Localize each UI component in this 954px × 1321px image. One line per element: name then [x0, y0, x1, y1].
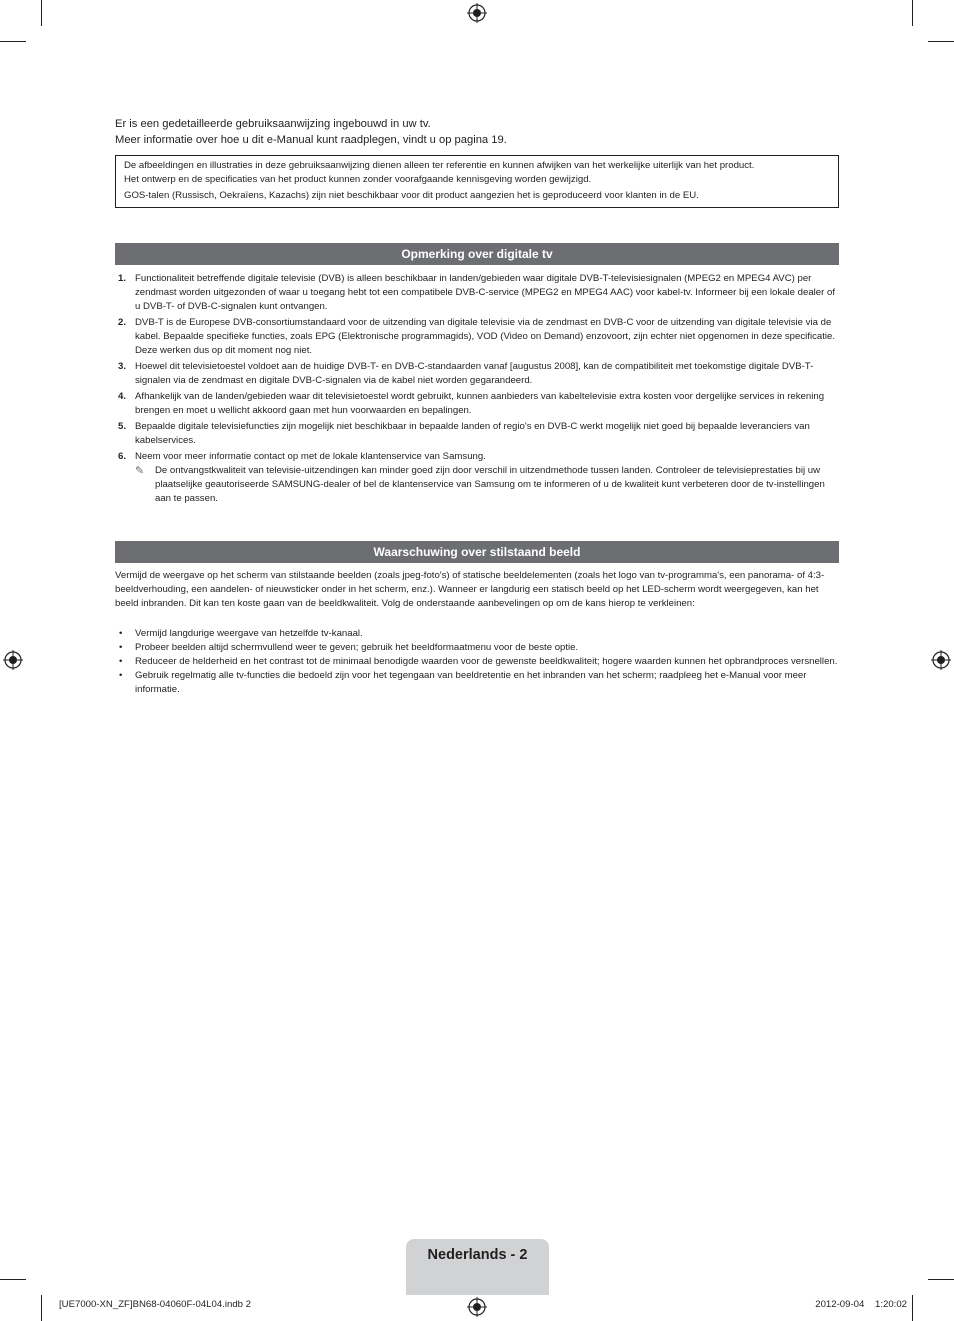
list-item — [115, 272, 839, 314]
registration-mark-icon — [931, 650, 951, 670]
crop-mark-top-left-vertical — [41, 0, 42, 26]
section-header-still-image: Waarschuwing over stilstaand beeld — [115, 541, 839, 563]
note-text: De ontvangstkwaliteit van televisie-uitzendingen kan minder goed zijn door verschil in uitzendmethode tussen landen. Controleer de televisieprestaties bij uw plaatselijke geautoriseerde SAMSUNG-dealer of bel de klantenservice van Samsung om te informeren of u de kwaliteit kunt verbeteren door de tv-instellingen aan te passen. — [155, 465, 825, 504]
section-header-digital-tv: Opmerking over digitale tv — [115, 243, 839, 265]
bullet-text: Probeer beelden altijd schermvullend weer te geven; gebruik het beeldformaatmenu voor de beste optie. — [135, 642, 579, 653]
list-item-text: Bepaalde digitale televisiefuncties zijn mogelijk niet beschikbaar in bepaalde landen of regio's en DVB-C werkt mogelijk niet goed bij bepaalde leveranciers van kabelservices. — [135, 421, 810, 446]
bullet-marker: • — [119, 670, 123, 681]
list-item-number: 5. — [118, 421, 127, 432]
digital-tv-list — [115, 272, 839, 506]
list-item-text: Hoewel dit televisietoestel voldoet aan de huidige DVB-T- en DVB-C-standaarden vanaf [augustus 2008], kan de compatibiliteit met toekomstige digitale DVB-T-signalen via de zendmast en digitale DVB-C-signalen via de kabel niet worden gegarandeerd. — [135, 361, 814, 386]
list-item — [115, 360, 839, 388]
bullet-item — [115, 627, 839, 641]
footer-file-name: [UE7000-XN_ZF]BN68-04060F-04L04.indb 2 — [59, 1299, 251, 1310]
list-item-number: 6. — [118, 451, 127, 462]
list-item-text: DVB-T is de Europese DVB-consortiumstandaard voor de uitzending van digitale televisie via de zendmast en DVB-C voor de uitzending van digitale televisie via de kabel. Bepaalde specifieke functies, zoals EPG (Elektronische programmagids), VOD (Video on Demand) enzovoort, zijn echter niet opgenomen in deze specificatie. Deze werken dus op dit moment nog niet. — [135, 317, 836, 356]
crop-mark-top-right-horizontal — [928, 41, 954, 42]
list-item-text: Functionaliteit betreffende digitale televisie (DVB) is alleen beschikbaar in landen/gebieden waar digitale DVB-T-televisiesignalen (MPEG2 en MPEG4 AVC) per zendmast worden uitgezonden of waar u toegang hebt tot een compatibele DVB-C-service (MPEG2 en MPEG4 AAC) voor kabel-tv. Informeer bij een lokale dealer of u DVB-T- of DVB-C-signalen kunt ontvangen. — [135, 273, 835, 312]
registration-mark-icon — [3, 650, 23, 670]
still-image-bullets — [115, 627, 839, 697]
bullet-marker: • — [119, 642, 123, 653]
bullet-item — [115, 641, 839, 655]
list-item-text: Afhankelijk van de landen/gebieden waar dit televisietoestel wordt gebruikt, kunnen aanbieders van kabeltelevisie extra kosten voor dergelijke services in rekening brengen en moet u wellicht akkoord gaan met hun voorwaarden en bepalingen. — [135, 391, 825, 416]
list-item-number: 2. — [118, 317, 127, 328]
crop-mark-top-right-vertical — [912, 0, 913, 26]
crop-mark-top-left-horizontal — [0, 41, 26, 42]
crop-mark-bottom-left-vertical — [41, 1295, 42, 1321]
list-item-text: Neem voor meer informatie contact op met de lokale klantenservice van Samsung. — [135, 451, 486, 462]
pencil-note-icon: ✎ — [135, 465, 145, 477]
list-item-number: 1. — [118, 273, 127, 284]
bullet-marker: • — [119, 656, 123, 667]
bullet-item — [115, 655, 839, 669]
intro-text — [115, 116, 839, 148]
crop-mark-bottom-right-vertical — [912, 1295, 913, 1321]
list-item — [115, 390, 839, 418]
list-item — [115, 450, 839, 506]
registration-mark-icon — [467, 3, 487, 23]
bullet-text: Reduceer de helderheid en het contrast tot de minimaal benodigde waarden voor de gewenste beeldkwaliteit; hogere waarden kunnen het opbrandproces versnellen. — [135, 656, 838, 667]
list-item — [115, 316, 839, 358]
registration-mark-icon — [467, 1297, 487, 1317]
crop-mark-bottom-right-horizontal — [928, 1279, 954, 1280]
list-item — [115, 420, 839, 448]
intro-line-emanual: Er is een gedetailleerde gebruiksaanwijzing ingebouwd in uw tv. — [115, 118, 431, 130]
crop-mark-bottom-left-horizontal — [0, 1279, 26, 1280]
bullet-marker: • — [119, 628, 123, 639]
disclaimer-line: GOS-talen (Russisch, Oekraïens, Kazachs) zijn niet beschikbaar voor dit product aangezien het is geproduceerd voor klanten in de EU. — [124, 190, 699, 201]
page-number-tab: Nederlands - 2 — [406, 1239, 549, 1295]
footer-timestamp: 2012-09-04 1:20:02 — [815, 1299, 907, 1310]
still-image-paragraph: Vermijd de weergave op het scherm van stilstaande beelden (zoals jpeg-foto's) of statische beeldelementen (zoals het logo van tv-programma's, een panorama- of 4:3-beeldverhouding, een aandelen- of nieuwsticker onder in het scherm, enz.). Wanneer er langdurig een statisch beeld op het LED-scherm wordt weergegeven, kan het beeld inbranden. Dit kan ten koste gaan van de beeldkwaliteit. Volg de onderstaande aanbevelingen op om de kans hierop te verkleinen: — [115, 570, 825, 609]
note-block — [135, 464, 839, 506]
disclaimer-line: De afbeeldingen en illustraties in deze gebruiksaanwijzing dienen alleen ter referentie en kunnen afwijken van het werkelijke uiterlijk van het product. — [124, 160, 755, 171]
bullet-item — [115, 669, 839, 697]
list-item-number: 3. — [118, 361, 127, 372]
disclaimer-line: Het ontwerp en de specificaties van het product kunnen zonder voorafgaande kennisgeving worden gewijzigd. — [124, 174, 592, 185]
intro-line-page-reference: Meer informatie over hoe u dit e-Manual kunt raadplegen, vindt u op pagina 19. — [115, 134, 507, 146]
bullet-text: Vermijd langdurige weergave van hetzelfde tv-kanaal. — [135, 628, 363, 639]
bullet-text: Gebruik regelmatig alle tv-functies die bedoeld zijn voor het tegengaan van beeldretentie en het inbranden van het scherm; raadpleeg het e-Manual voor meer informatie. — [135, 670, 807, 695]
list-item-number: 4. — [118, 391, 127, 402]
disclaimer-box — [115, 155, 839, 208]
